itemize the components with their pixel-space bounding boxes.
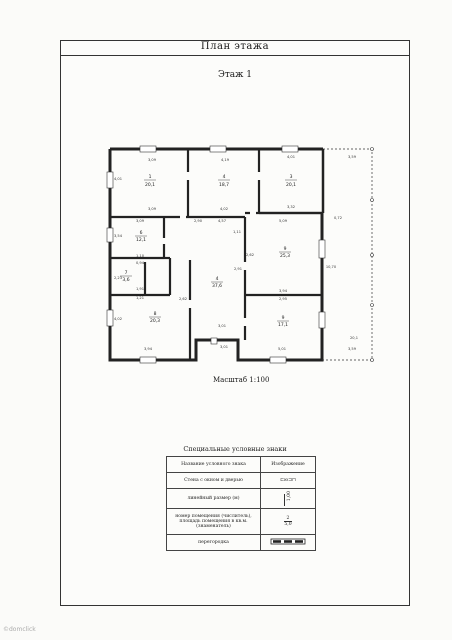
room-area: 20,1 <box>285 183 297 188</box>
dimension-label: 2,62 <box>245 253 255 257</box>
legend-row-name: Стена с окном и дверью <box>167 473 261 489</box>
dimension-label: 20,1 <box>349 336 359 340</box>
partition-symbol <box>261 535 316 551</box>
dimension-label: 3,94 <box>143 347 153 351</box>
room-number: 1 <box>148 175 152 180</box>
floor-title: Этаж 1 <box>217 70 253 80</box>
legend-header-row <box>167 457 316 473</box>
room-area: 17,1 <box>277 323 289 328</box>
dimension-label: 0,72 <box>333 216 343 220</box>
legend-row-room <box>167 509 316 535</box>
dimension-label: 3,59 <box>347 347 357 351</box>
partition-icon <box>270 538 306 545</box>
room-number: 3 <box>289 175 293 180</box>
dimension-label: 4,01 <box>286 155 296 159</box>
dimension-label: 3,01 <box>219 345 229 349</box>
room-area: 12,1 <box>135 238 147 243</box>
legend-row-name: перегородка <box>167 535 261 551</box>
room-number: 4 <box>215 277 219 282</box>
dimension-label: 0,94 <box>135 261 145 265</box>
dimension-label: 2,91 <box>233 267 243 271</box>
room-area: 3,6 <box>122 278 130 283</box>
legend-header-name: Название условного знака <box>167 457 261 473</box>
room-area: 37,6 <box>211 284 223 289</box>
scale-label: Масштаб 1:100 <box>213 376 270 384</box>
watermark: ©domclick <box>3 626 36 633</box>
dimension-label: 3,32 <box>286 205 296 209</box>
dimension-label: 10,70 <box>325 265 337 269</box>
legend-row-name: номер помещения (числитель), площадь помещения в кв.м. (знаменатель) <box>167 509 261 535</box>
dimension-label: 3,59 <box>347 155 357 159</box>
legend-header-image: Изображение <box>261 457 316 473</box>
room-area: 25,3 <box>279 254 291 259</box>
dimension-label: 1,21 <box>135 296 145 300</box>
dimension-label: 3,09 <box>147 158 157 162</box>
dimension-label: 5,01 <box>277 347 287 351</box>
room-number: 9 <box>283 247 287 252</box>
room-fraction-symbol: $\frac{2}{5,0}$ <box>261 509 316 535</box>
room-number: 8 <box>153 312 157 317</box>
dimension-label: 4,02 <box>113 317 123 321</box>
dimension-label: 4,19 <box>220 158 230 162</box>
legend-row-wall <box>167 473 316 489</box>
room-number: 4 <box>222 175 226 180</box>
dimension-label: 3,94 <box>278 289 288 293</box>
room-number: 6 <box>139 231 143 236</box>
dimension-label: 1,11 <box>232 230 242 234</box>
legend-row-name: линейный размер (м) <box>167 489 261 509</box>
legend-title: Специальные условные знаки <box>183 445 287 453</box>
room-area: 20,3 <box>149 319 161 324</box>
dimension-label: 3,09 <box>147 207 157 211</box>
wall-window-door-symbol: ⊏ю⊐⊓ <box>261 473 316 489</box>
room-labels <box>120 174 297 328</box>
dimension-label: 4,02 <box>219 207 229 211</box>
dimension-label: 4,01 <box>113 177 123 181</box>
legend-row-partition <box>167 535 316 551</box>
dimension-label: 5,09 <box>278 219 288 223</box>
document-title: План этажа <box>200 41 270 52</box>
room-area: 20,1 <box>144 183 156 188</box>
dimension-label: 2,62 <box>178 297 188 301</box>
dimension-label: 3,09 <box>135 219 145 223</box>
dimension-label: 2,23 <box>113 276 123 280</box>
room-number: 7 <box>124 271 128 276</box>
dimension-symbol: 1,00 <box>261 489 316 509</box>
dimension-label: 2,95 <box>278 297 288 301</box>
dimension-label: 3,54 <box>113 234 123 238</box>
room-number: 9 <box>281 316 285 321</box>
dimension-label: 4,57 <box>217 219 227 223</box>
dimension-label: 1,10 <box>135 254 145 258</box>
legend-row-dimension <box>167 489 316 509</box>
dimension-label: 1,91 <box>135 287 145 291</box>
dimension-label: 3,01 <box>217 324 227 328</box>
room-area: 18,7 <box>218 183 230 188</box>
legend-table <box>166 456 316 551</box>
dimension-label: 2,90 <box>193 219 203 223</box>
terrace-outline <box>322 149 372 360</box>
